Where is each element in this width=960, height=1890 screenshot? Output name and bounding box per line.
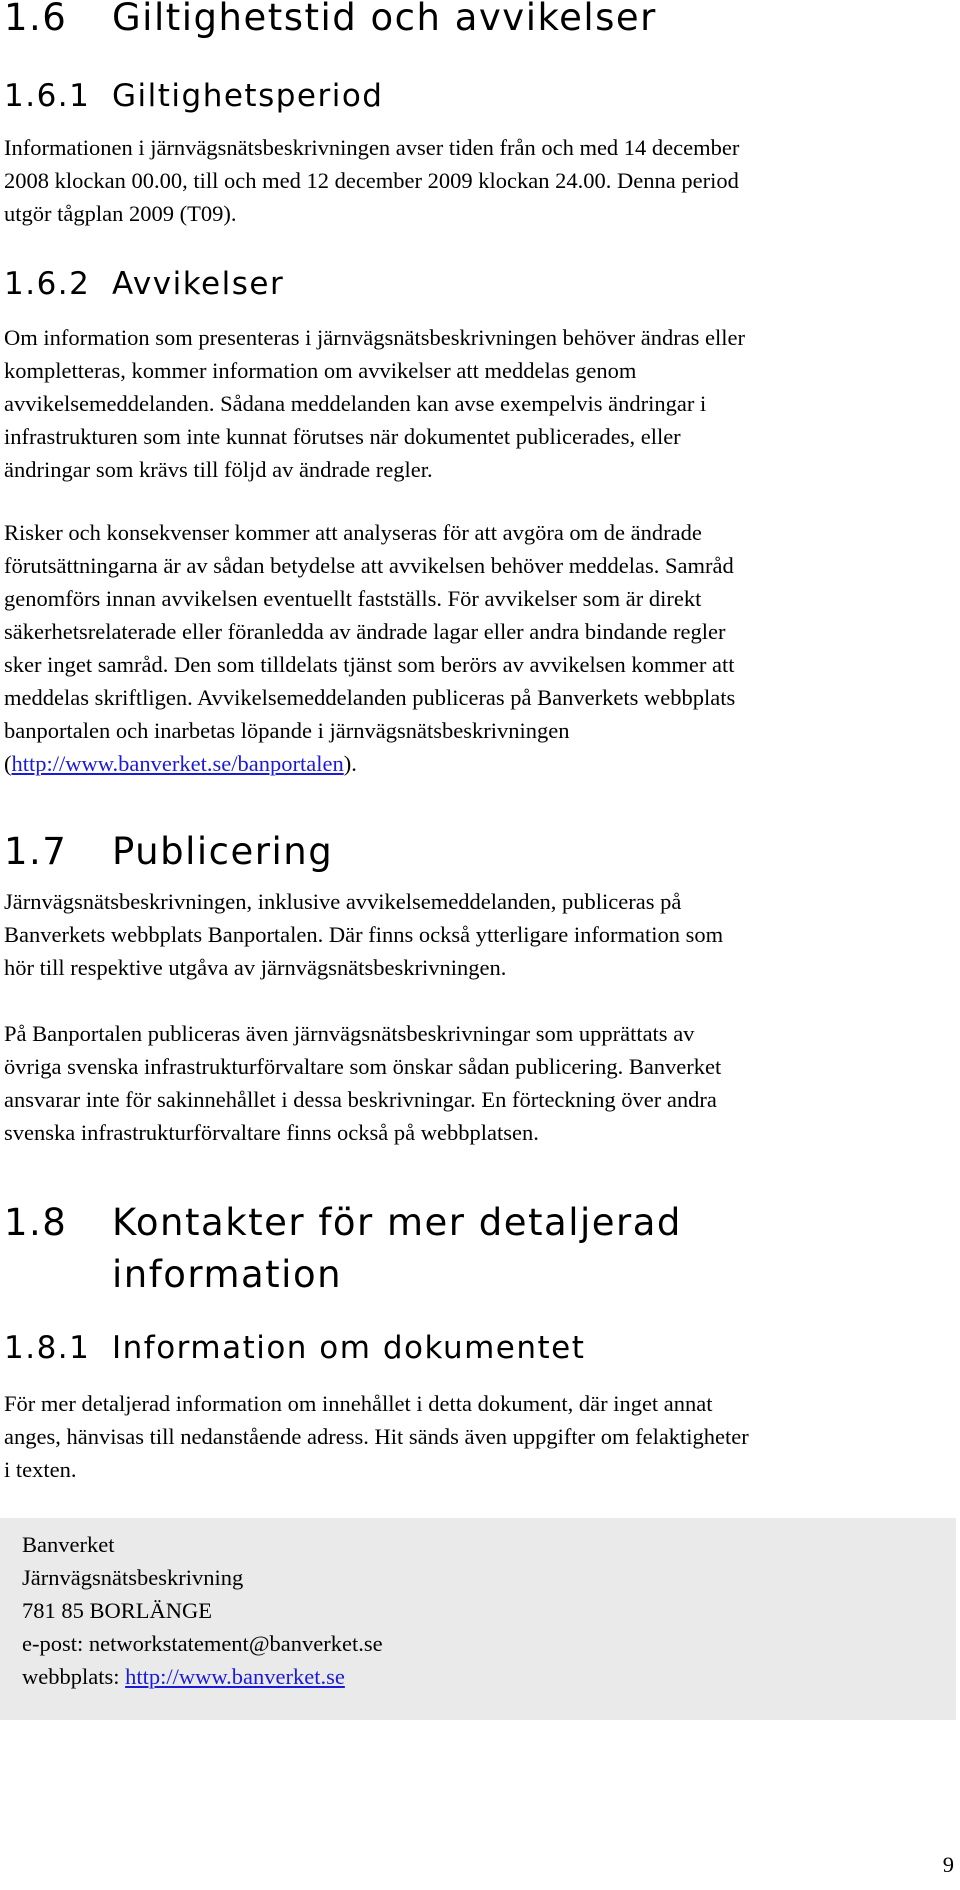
- text-line: Banverkets webbplats Banportalen. Där finns också ytterligare information som: [4, 922, 724, 947]
- subsection-title: Giltighetsperiod: [112, 78, 384, 114]
- text-line: sker inget samråd. Den som tilldelats tjänst som berörs av avvikelsen kommer att: [4, 652, 735, 677]
- paragraph-publicering-2: [4, 1017, 952, 1149]
- paren-open: (: [4, 751, 12, 776]
- text-line: Risker och konsekvenser kommer att analyseras för att avgöra om de ändrade: [4, 520, 702, 545]
- subsection-heading-1-6-2: [4, 262, 284, 306]
- section-title: Kontakter för mer detaljerad information: [112, 1201, 682, 1296]
- text-line: ändringar som krävs till följd av ändrade regler.: [4, 457, 433, 482]
- text-line: På Banportalen publiceras även järnvägsnätsbeskrivningar som upprättats av: [4, 1021, 695, 1046]
- text-line-with-link: [4, 747, 952, 780]
- section-title: Giltighetstid och avvikelser: [112, 0, 657, 39]
- text-line: hör till respektive utgåva av järnvägsnätsbeskrivningen.: [4, 955, 507, 980]
- page-number: 9: [942, 1852, 954, 1877]
- section-title: Publicering: [112, 830, 334, 873]
- text-line: säkerhetsrelaterade eller föranledda av ändrade lagar eller andra bindande regler: [4, 619, 726, 644]
- address-postal: 781 85 BORLÄNGE: [22, 1598, 212, 1623]
- paragraph-information-om-dokumentet: [4, 1387, 952, 1486]
- text-line: Järnvägsnätsbeskrivningen, inklusive avvikelsemeddelanden, publiceras på: [4, 889, 682, 914]
- contact-address: [22, 1528, 922, 1693]
- text-line: i texten.: [4, 1457, 77, 1482]
- paragraph-publicering-1: [4, 885, 952, 984]
- subsection-number: 1.6.1: [4, 78, 91, 114]
- section-heading-1-6: [4, 0, 657, 44]
- paragraph-giltighetsperiod: [4, 131, 952, 230]
- subsection-title: Information om dokumentet: [112, 1330, 586, 1366]
- subsection-heading-1-6-1: [4, 74, 383, 118]
- section-heading-1-7: [4, 826, 333, 878]
- paragraph-avvikelser-2: [4, 516, 952, 780]
- text-line: banportalen och inarbetas löpande i järnvägsnätsbeskrivningen: [4, 718, 570, 743]
- text-line: Om information som presenteras i järnvägsnätsbeskrivningen behöver ändras eller: [4, 325, 746, 350]
- subsection-number: 1.8.1: [4, 1330, 91, 1366]
- text-line: infrastrukturen som inte kunnat förutses när dokumentet publicerades, eller: [4, 424, 681, 449]
- contact-address-box: [0, 1518, 956, 1720]
- text-line: övriga svenska infrastrukturförvaltare som önskar sådan publicering. Banverket: [4, 1054, 722, 1079]
- address-web: [22, 1660, 922, 1693]
- address-dept: Järnvägsnätsbeskrivning: [22, 1565, 244, 1590]
- text-line: avvikelsemeddelanden. Sådana meddelanden kan avse exempelvis ändringar i: [4, 391, 707, 416]
- text-line: För mer detaljerad information om innehållet i detta dokument, där inget annat: [4, 1391, 713, 1416]
- address-org: Banverket: [22, 1532, 115, 1557]
- text-line: meddelas skriftligen. Avvikelsemeddelanden publiceras på Banverkets webbplats: [4, 685, 736, 710]
- banportalen-link[interactable]: http://www.banverket.se/banportalen: [11, 751, 344, 776]
- banverket-web-link[interactable]: http://www.banverket.se: [125, 1664, 345, 1689]
- paragraph-avvikelser-1: [4, 321, 952, 486]
- text-line: ansvarar inte för sakinnehållet i dessa beskrivningar. En förteckning över andra: [4, 1087, 717, 1112]
- section-number: 1.7: [4, 830, 68, 873]
- text-line: anges, hänvisas till nedanstående adress. Hit sänds även uppgifter om felaktigheter: [4, 1424, 749, 1449]
- section-heading-1-8: [4, 1197, 732, 1301]
- section-number: 1.6: [4, 0, 68, 39]
- subsection-title: Avvikelser: [112, 266, 285, 302]
- text-line: Informationen i järnvägsnätsbeskrivningen avser tiden från och med 14 december: [4, 135, 740, 160]
- text-line: kompletteras, kommer information om avvikelser att meddelas genom: [4, 358, 637, 383]
- text-line: 2008 klockan 00.00, till och med 12 december 2009 klockan 24.00. Denna period: [4, 168, 739, 193]
- text-line: utgör tågplan 2009 (T09).: [4, 201, 237, 226]
- address-email: e-post: networkstatement@banverket.se: [22, 1631, 383, 1656]
- text-line: svenska infrastrukturförvaltare finns också på webbplatsen.: [4, 1120, 539, 1145]
- section-number: 1.8: [4, 1201, 68, 1244]
- text-line: förutsättningarna är av sådan betydelse att avvikelsen behöver meddelas. Samråd: [4, 553, 734, 578]
- subsection-heading-1-8-1: [4, 1326, 585, 1370]
- web-label: webbplats:: [22, 1664, 126, 1689]
- text-line: genomförs innan avvikelsen eventuellt fastställs. För avvikelser som är direkt: [4, 586, 702, 611]
- subsection-number: 1.6.2: [4, 266, 91, 302]
- paren-close: ).: [343, 751, 357, 776]
